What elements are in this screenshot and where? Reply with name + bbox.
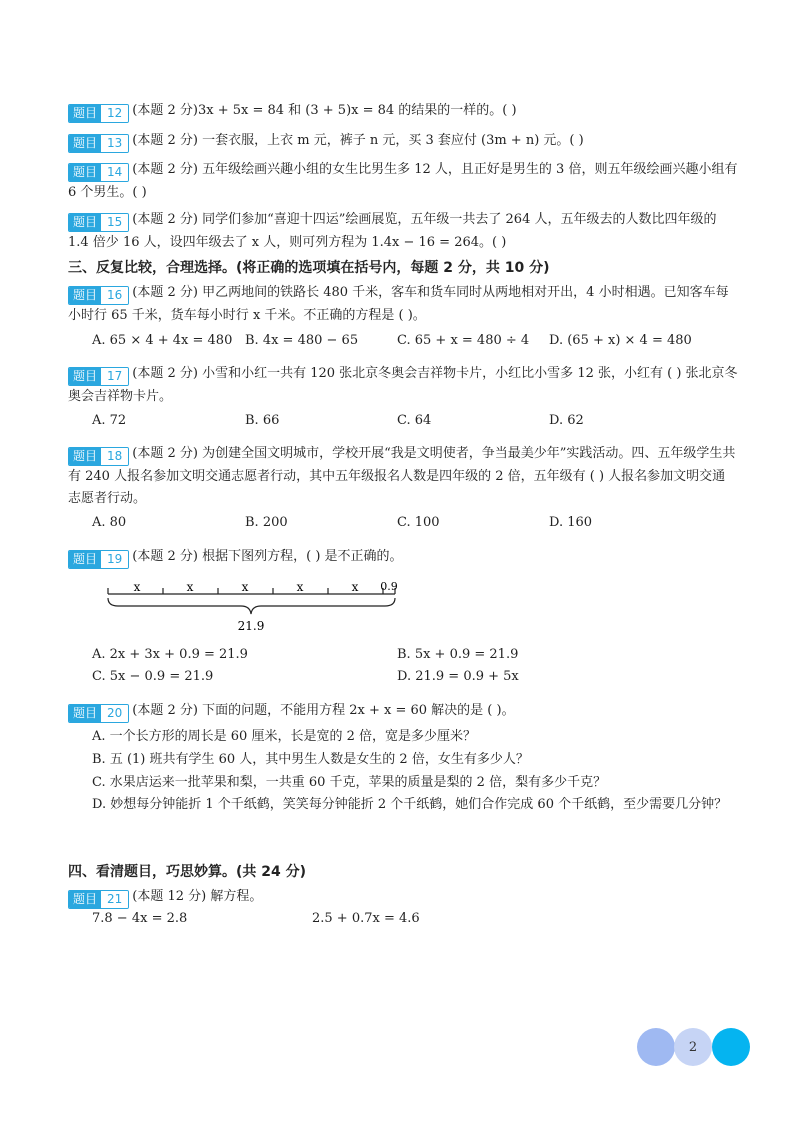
question-13 <box>68 130 738 153</box>
question-21 <box>68 886 738 909</box>
option-a[interactable]: A. 一个长方形的周长是 60 厘米，长是宽的 2 倍，宽是多少厘米？ <box>92 729 476 744</box>
question-text: (本题 2 分) 小雪和小红一共有 120 张北京冬奥会吉祥物卡片，小红比小雪多 12 张，小红有 ( ) 张北京冬奥会吉祥物卡片。 <box>68 366 738 404</box>
question-15 <box>68 209 738 254</box>
question-text: (本题 2 分) 根据下图列方程，( ) 是不正确的。 <box>132 549 403 564</box>
question-tag: 题目 20 <box>68 704 129 723</box>
option-c[interactable]: C. 水果店运来一批苹果和梨，一共重 60 千克，苹果的质量是梨的 2 倍，梨有多少千克？ <box>92 775 607 790</box>
question-tag: 题目 16 <box>68 286 129 305</box>
section-4-title: 四、看清题目，巧思妙算。(共 24 分) <box>68 864 307 880</box>
total-label: 21.9 <box>237 619 265 633</box>
equation-1: 7.8 − 4x = 2.8 <box>92 911 188 926</box>
question-16 <box>68 282 738 327</box>
question-tag: 题目 19 <box>68 550 129 569</box>
option-b[interactable]: B. 5x + 0.9 = 21.9 <box>397 647 519 662</box>
option-b[interactable]: B. 4x = 480 − 65 <box>245 333 359 348</box>
question-tag: 题目 13 <box>68 134 129 153</box>
question-text: (本题 2 分) 甲乙两地间的铁路长 480 千米，客车和货车同时从两地相对开出，4 小时相遇。已知客车每小时行 65 千米，货车每小时行 x 千米。不正确的方程是 ( )。 <box>68 285 729 323</box>
option-d[interactable]: D. 160 <box>549 515 593 530</box>
question-19 <box>68 546 738 569</box>
page-number: 2 <box>674 1028 712 1066</box>
question-text: (本题 2 分)3x + 5x = 84 和 (3 + 5)x = 84 的结果的一样的。( ) <box>132 103 517 118</box>
question-20 <box>68 700 738 723</box>
question-18 <box>68 443 738 510</box>
question-17 <box>68 363 738 408</box>
option-b[interactable]: B. 200 <box>245 515 288 530</box>
question-tag: 题目 12 <box>68 104 129 123</box>
segment-label: x <box>241 580 249 594</box>
option-c[interactable]: C. 64 <box>397 413 432 428</box>
option-a[interactable]: A. 80 <box>92 515 127 530</box>
option-d[interactable]: D. 62 <box>549 413 584 428</box>
segment-label: x <box>186 580 194 594</box>
option-c[interactable]: C. 5x − 0.9 = 21.9 <box>92 669 214 684</box>
question-12 <box>68 100 738 123</box>
segment-label: x <box>351 580 359 594</box>
segment-label: 0.9 <box>380 580 398 593</box>
segment-label: x <box>133 580 141 594</box>
question-text: (本题 12 分) 解方程。 <box>132 889 263 904</box>
question-text: (本题 2 分) 同学们参加“喜迎十四运”绘画展览，五年级一共去了 264 人，五年级去的人数比四年级的 1.4 倍少 16 人，设四年级去了 x 人，则可列方程为 1.4x − 16 = 264。( ) <box>68 212 717 250</box>
option-d[interactable]: D. (65 + x) × 4 = 480 <box>549 333 692 348</box>
question-tag: 题目 14 <box>68 163 129 182</box>
section-3-title: 三、反复比较，合理选择。(将正确的选项填在括号内，每题 2 分，共 10 分) <box>68 260 550 276</box>
question-tag: 题目 15 <box>68 213 129 232</box>
question-tag: 题目 21 <box>68 890 129 909</box>
decor-circle-left <box>637 1028 675 1066</box>
total-brace <box>108 598 395 614</box>
equation-2: 2.5 + 0.7x = 4.6 <box>312 911 420 926</box>
option-a[interactable]: A. 65 × 4 + 4x = 480 <box>92 333 233 348</box>
question-14 <box>68 159 738 204</box>
option-c[interactable]: C. 100 <box>397 515 440 530</box>
segment-diagram <box>100 574 410 636</box>
option-d[interactable]: D. 妙想每分钟能折 1 个千纸鹤，笑笑每分钟能折 2 个千纸鹤，她们合作完成 60 个千纸鹤，至少需要几分钟？ <box>92 797 728 812</box>
question-tag: 题目 17 <box>68 367 129 386</box>
option-b[interactable]: B. 五 (1) 班共有学生 60 人，其中男生人数是女生的 2 倍，女生有多少人？ <box>92 752 529 767</box>
segment-label: x <box>296 580 304 594</box>
question-text: (本题 2 分) 一套衣服，上衣 m 元，裤子 n 元，买 3 套应付 (3m + n) 元。( ) <box>132 133 584 148</box>
option-d[interactable]: D. 21.9 = 0.9 + 5x <box>397 669 519 684</box>
question-text: (本题 2 分) 下面的问题，不能用方程 2x + x = 60 解决的是 ( )。 <box>132 703 515 718</box>
option-c[interactable]: C. 65 + x = 480 ÷ 4 <box>397 333 530 348</box>
question-text: (本题 2 分) 五年级绘画兴趣小组的女生比男生多 12 人，且正好是男生的 3 倍，则五年级绘画兴趣小组有 6 个男生。( ) <box>68 162 738 200</box>
question-text: (本题 2 分) 为创建全国文明城市，学校开展“我是文明使者，争当最美少年”实践活动。四、五年级学生共有 240 人报名参加文明交通志愿者行动，其中五年级报名人数是四年级的 2 倍，五年级有 ( ) 人报名参加文明交通志愿者行动。 <box>68 446 736 506</box>
option-a[interactable]: A. 2x + 3x + 0.9 = 21.9 <box>92 647 248 662</box>
option-a[interactable]: A. 72 <box>92 413 127 428</box>
question-tag: 题目 18 <box>68 447 129 466</box>
decor-circle-right <box>712 1028 750 1066</box>
option-b[interactable]: B. 66 <box>245 413 280 428</box>
